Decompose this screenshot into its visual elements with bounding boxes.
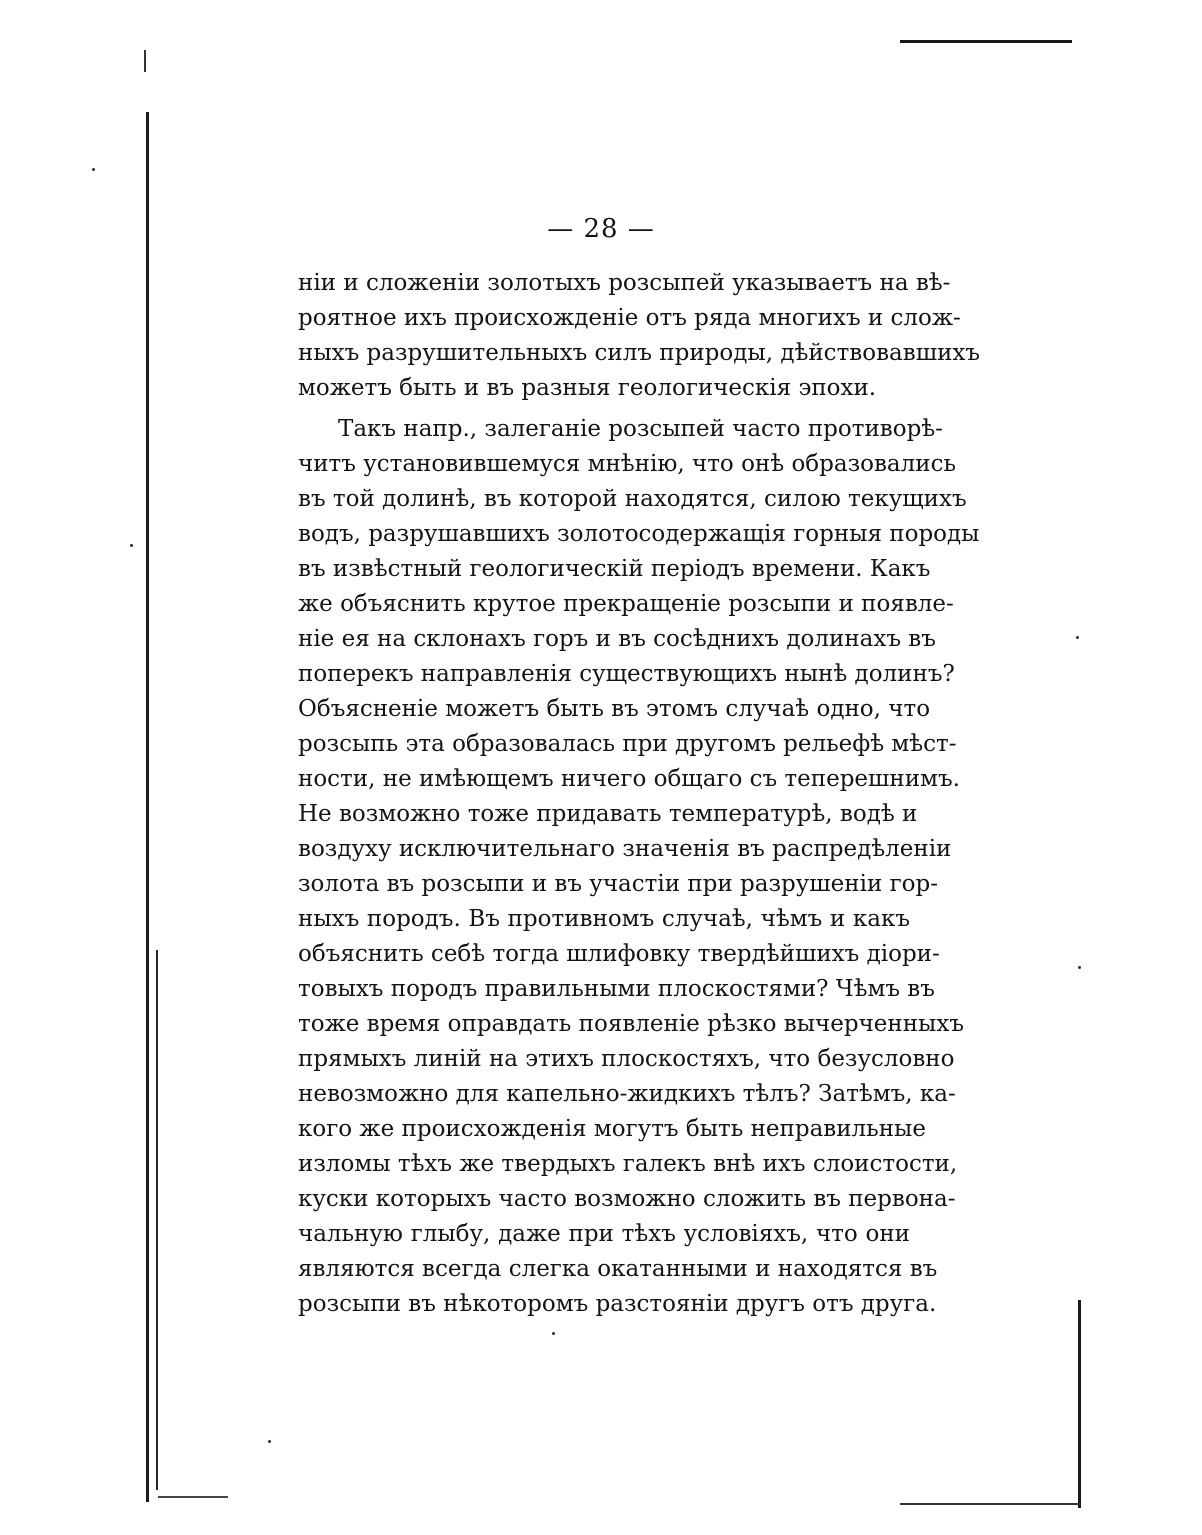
text-line: золота въ розсыпи и въ участіи при разрушеніи гор- (298, 871, 938, 897)
text-line: Не возможно тоже придавать температурѣ, водѣ и (298, 801, 918, 827)
scan-edge-left-inner (156, 950, 158, 1490)
text-line: ности, не имѣющемъ ничего общаго съ теперешнимъ. (298, 766, 960, 792)
paragraph-2 (298, 412, 980, 1322)
scan-edge-bottom-right (900, 1503, 1080, 1505)
text-line: же объяснить крутое прекращеніе розсыпи и появле- (298, 591, 954, 617)
text-line: кого же происхожденія могутъ быть неправильные (298, 1116, 926, 1142)
text-line: въ извѣстный геологическій періодъ времени. Какъ (298, 556, 931, 582)
text-line: являются всегда слегка окатанными и находятся въ (298, 1256, 938, 1282)
text-line: поперекъ направленія существующихъ нынѣ долинъ? (298, 661, 955, 687)
text-line: тоже время оправдать появленіе рѣзко вычерченныхъ (298, 1011, 964, 1037)
text-line: Объясненіе можетъ быть въ этомъ случаѣ одно, что (298, 696, 931, 722)
page-number: — 28 — (547, 214, 655, 244)
scan-speck (268, 1440, 271, 1443)
text-line: читъ установившемуся мнѣнію, что онѣ образовались (298, 451, 956, 477)
text-line: ніи и сложеніи золотыхъ розсыпей указываетъ на вѣ- (298, 270, 951, 296)
body-text (298, 266, 981, 1322)
text-line: ніе ея на склонахъ горъ и въ сосѣднихъ долинахъ въ (298, 626, 936, 652)
text-line: водъ, разрушавшихъ золотосодержащія горныя породы (298, 521, 980, 547)
text-line: можетъ быть и въ разныя геологическія эпохи. (298, 375, 877, 401)
text-line: ныхъ разрушительныхъ силъ природы, дѣйствовавшихъ (298, 340, 981, 366)
text-line: объяснить себѣ тогда шлифовку твердѣйшихъ діори- (298, 941, 940, 967)
scan-edge-top-right (900, 40, 1072, 43)
text-line: товыхъ породъ правильными плоскостями? Чѣмъ въ (298, 976, 935, 1002)
text-line: куски которыхъ часто возможно сложить въ первона- (298, 1186, 956, 1212)
scan-speck (1076, 636, 1079, 639)
text-line: роятное ихъ происхожденіе отъ ряда многихъ и слож- (298, 305, 961, 331)
scan-speck (1078, 966, 1081, 969)
text-line: Такъ напр., залеганіе розсыпей часто противорѣ- (338, 416, 943, 442)
text-line: розсыпь эта образовалась при другомъ рельефѣ мѣст- (298, 731, 957, 757)
scan-speck (130, 544, 133, 547)
scan-speck (92, 168, 95, 171)
scan-edge-bottom-left (158, 1496, 228, 1498)
scan-edge-right (1078, 1300, 1081, 1508)
scan-mark-top-left (144, 50, 146, 72)
text-line: ныхъ породъ. Въ противномъ случаѣ, чѣмъ и какъ (298, 906, 910, 932)
scan-edge-left (146, 112, 149, 1502)
text-line: невозможно для капельно-жидкихъ тѣлъ? Затѣмъ, ка- (298, 1081, 956, 1107)
text-line: прямыхъ линій на этихъ плоскостяхъ, что безусловно (298, 1046, 955, 1072)
paragraph-1 (298, 266, 981, 406)
text-line: въ той долинѣ, въ которой находятся, силою текущихъ (298, 486, 967, 512)
text-line: изломы тѣхъ же твердыхъ галекъ внѣ ихъ слоистости, (298, 1151, 958, 1177)
text-line: чальную глыбу, даже при тѣхъ условіяхъ, что они (298, 1221, 910, 1247)
scan-speck (552, 1332, 555, 1335)
text-line: розсыпи въ нѣкоторомъ разстояніи другъ отъ друга. (298, 1291, 937, 1317)
text-line: воздуху исключительнаго значенія въ распредѣленіи (298, 836, 952, 862)
